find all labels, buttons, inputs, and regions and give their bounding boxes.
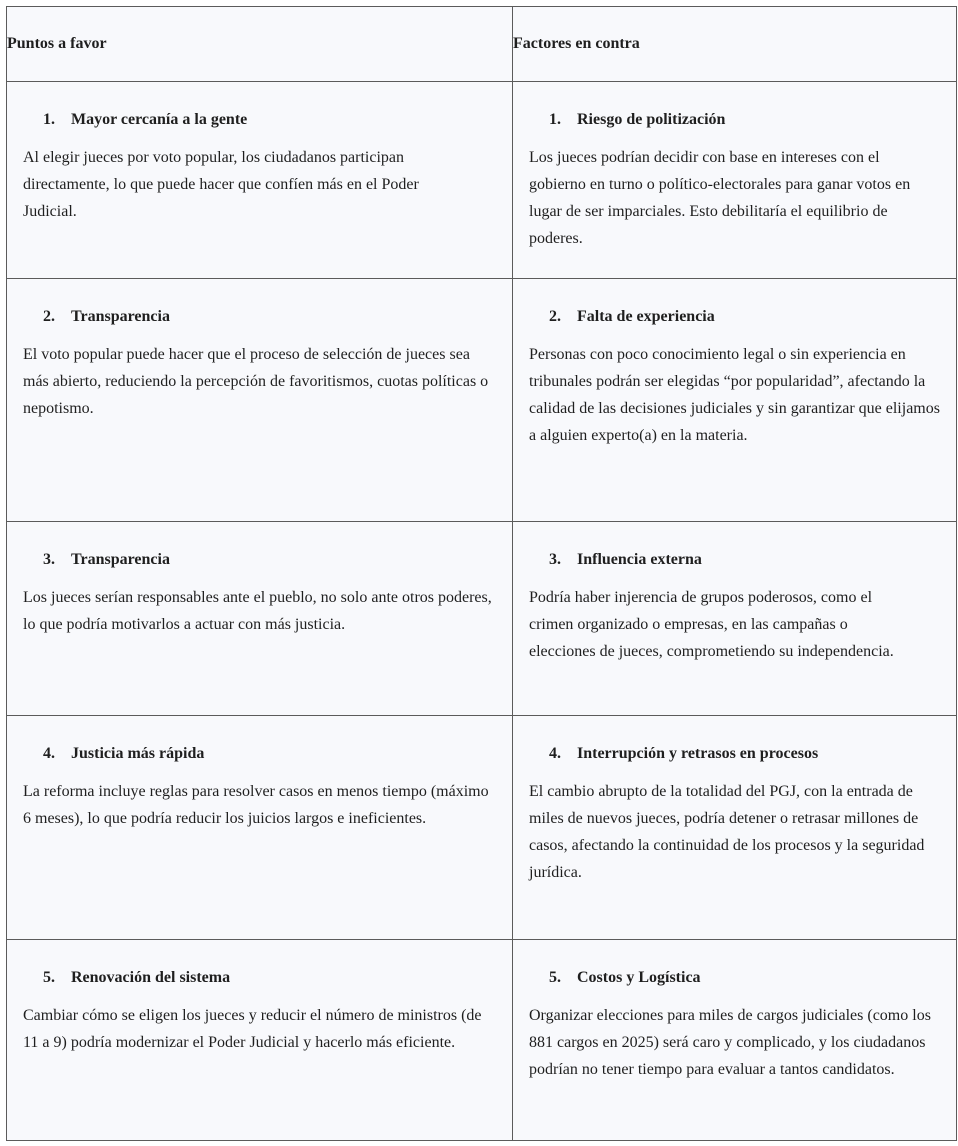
con-title-text: Costos y Logística <box>577 969 701 986</box>
pro-text: El voto popular puede hacer que el proceso de selección de jueces sea más abierto, reduciendo la percepción de favoritismos, cuotas políticas o nepotismo. <box>23 346 489 417</box>
con-title-text: Riesgo de politización <box>577 111 726 128</box>
pro-title-text: Mayor cercanía a la gente <box>71 111 248 128</box>
pro-number: 2. <box>43 308 55 325</box>
pro-title <box>23 111 496 129</box>
con-cell <box>513 522 957 716</box>
pro-title <box>23 969 496 987</box>
con-title-text: Influencia externa <box>577 551 702 568</box>
pro-title-text: Justicia más rápida <box>71 745 205 762</box>
con-cell <box>513 940 957 1141</box>
table-row <box>7 716 957 940</box>
con-number: 3. <box>549 551 561 568</box>
con-title-text: Interrupción y retrasos en procesos <box>577 745 819 762</box>
pro-text: La reforma incluye reglas para resolver casos en menos tiempo (máximo 6 meses), lo que podría reducir los juicios largos e ineficientes. <box>23 783 489 827</box>
con-text: Los jueces podrían decidir con base en intereses con el gobierno en turno o político-electorales para ganar votos en lugar de ser imparciales. Esto debilitaría el equilibrio de poderes. <box>529 149 911 247</box>
header-pros <box>7 7 513 82</box>
con-cell <box>513 279 957 522</box>
header-cons-label: Factores en contra <box>513 35 640 52</box>
con-number: 1. <box>549 111 561 128</box>
pro-text: Cambiar cómo se eligen los jueces y reducir el número de ministros (de 11 a 9) podría modernizar el Poder Judicial y hacerlo más eficiente. <box>23 1007 482 1051</box>
con-cell <box>513 716 957 940</box>
con-title <box>529 551 940 569</box>
pro-number: 5. <box>43 969 55 986</box>
con-title <box>529 111 940 129</box>
con-cell <box>513 82 957 279</box>
con-title <box>529 969 940 987</box>
pro-title-text: Renovación del sistema <box>71 969 231 986</box>
pro-cell <box>7 940 513 1141</box>
table-header-row <box>7 7 957 82</box>
con-text: El cambio abrupto de la totalidad del PGJ, con la entrada de miles de nuevos jueces, podría detener o retrasar millones de casos, afectando la continuidad de los procesos y la seguridad jurídica. <box>529 783 925 881</box>
con-number: 5. <box>549 969 561 986</box>
con-number: 2. <box>549 308 561 325</box>
pro-title-text: Transparencia <box>71 308 170 325</box>
pro-title-text: Transparencia <box>71 551 170 568</box>
con-title <box>529 308 940 326</box>
con-title-text: Falta de experiencia <box>577 308 715 325</box>
pro-number: 1. <box>43 111 55 128</box>
table-row <box>7 522 957 716</box>
pro-cell <box>7 82 513 279</box>
pro-title <box>23 308 496 326</box>
con-text: Organizar elecciones para miles de cargos judiciales (como los 881 cargos en 2025) será caro y complicado, y los ciudadanos podrían no tener tiempo para evaluar a tantos candidatos. <box>529 1007 931 1078</box>
pro-cell <box>7 279 513 522</box>
pro-cell <box>7 716 513 940</box>
con-text: Personas con poco conocimiento legal o sin experiencia en tribunales podrán ser elegidas “por popularidad”, afectando la calidad de las decisiones judiciales y sin garantizar que elijamos a alguien experto(a) en la materia. <box>529 346 940 444</box>
pro-title <box>23 745 496 763</box>
table-row <box>7 940 957 1141</box>
header-pros-label: Puntos a favor <box>7 35 107 52</box>
table-row <box>7 279 957 522</box>
pro-number: 3. <box>43 551 55 568</box>
header-cons <box>513 7 957 82</box>
pro-cell <box>7 522 513 716</box>
con-number: 4. <box>549 745 561 762</box>
pro-text: Los jueces serían responsables ante el pueblo, no solo ante otros poderes, lo que podría motivarlos a actuar con más justicia. <box>23 589 492 633</box>
comparison-table <box>6 6 957 1141</box>
table-row <box>7 82 957 279</box>
pro-text: Al elegir jueces por voto popular, los ciudadanos participan directamente, lo que puede hacer que confíen más en el Poder Judicial. <box>23 149 419 220</box>
pro-title <box>23 551 496 569</box>
con-text: Podría haber injerencia de grupos poderosos, como el crimen organizado o empresas, en las campañas o elecciones de jueces, comprometiendo su independencia. <box>529 589 894 660</box>
pro-number: 4. <box>43 745 55 762</box>
con-title <box>529 745 940 763</box>
